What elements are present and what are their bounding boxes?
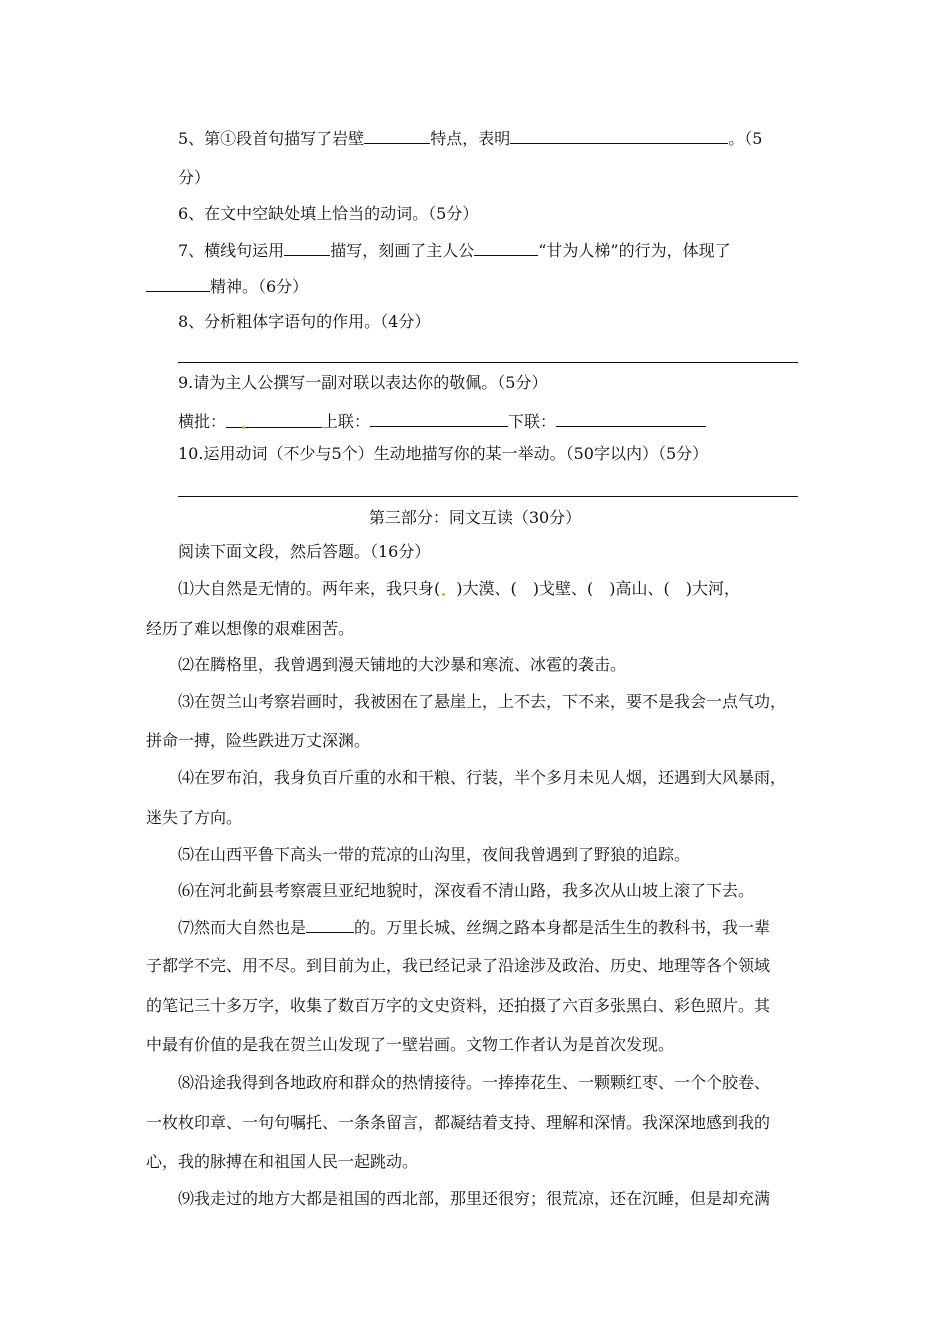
para-7-seg-b: 的。万里长城、丝绸之路本身都是活生生的教科书，我一辈 xyxy=(354,918,771,937)
question-10: 10.运用动词（不少与5个）生动地描写你的某一举动。（50字以内）（5分） xyxy=(178,444,709,463)
para-4-line-2: 迷失了方向。 xyxy=(146,808,243,827)
q10-answer-line[interactable] xyxy=(178,496,798,497)
hengpi-blank[interactable] xyxy=(226,411,322,428)
q7-text-3: “甘为人梯”的行为，体现了 xyxy=(538,241,731,260)
q5-text-3: 。（5 xyxy=(728,129,763,148)
q5-blank-1[interactable] xyxy=(364,127,430,144)
para-7-line-2: 子都学不完、用不尽。到目前为止，我已经记录了沿途涉及政治、历史、地理等各个领域 xyxy=(146,956,771,975)
question-9: 9.请为主人公撰写一副对联以表达你的敬佩。（5分） xyxy=(178,373,548,392)
q5-text-4: 分） xyxy=(178,168,211,187)
shanglian-blank[interactable] xyxy=(370,410,508,427)
para-7-line-3: 的笔记三十多万字，收集了数百万字的文史资料，还拍摄了六百多张黑白、彩色照片。其 xyxy=(146,996,771,1015)
q7-text-2: 描写，刻画了主人公 xyxy=(330,241,475,260)
para-1-blank-1[interactable] xyxy=(440,578,456,600)
para-8-line-3: 心，我的脉搏在和祖国人民一起跳动。 xyxy=(146,1152,419,1171)
para-7-line-1 xyxy=(178,916,770,939)
section-3-title: 第三部分：同文互读（30分） xyxy=(368,508,582,527)
q7-blank-3[interactable] xyxy=(146,275,210,292)
section-3-intro: 阅读下面文段，然后答题。（16分） xyxy=(178,542,431,561)
para-7-line-4: 中最有价值的是我在贺兰山发现了一壁岩画。文物工作者认为是首次发现。 xyxy=(146,1035,675,1054)
para-7-blank[interactable] xyxy=(306,916,354,933)
question-7-line-2 xyxy=(146,275,308,298)
para-6: ⑹在河北蓟县考察震旦亚纪地貌时，深夜看不清山路，我多次从山坡上滚了下去。 xyxy=(178,881,755,900)
para-8-line-2: 一枚枚印章、一句句嘱托、一条条留言，都凝结着支持、理解和深情。我深深地感到我的 xyxy=(146,1113,771,1132)
para-8-line-1: ⑻沿途我得到各地政府和群众的热情接待。一捧捧花生、一颗颗红枣、一个个胶卷、 xyxy=(178,1073,771,1092)
para-1-seg-c: )戈壁、( xyxy=(532,579,594,598)
q7-text-1: 7、横线句运用 xyxy=(178,241,285,260)
para-3-line-2: 拼命一搏，险些跌进万丈深渊。 xyxy=(146,731,371,750)
para-1-line-2: 经历了难以想像的艰难困苦。 xyxy=(146,619,355,638)
para-4-line-1: ⑷在罗布泊，我身负百斤重的水和干粮、行装，半个多月未见人烟，还遇到大风暴雨， xyxy=(178,768,787,787)
xialian-label: 下联： xyxy=(508,412,557,431)
para-7-seg-a: ⑺然而大自然也是 xyxy=(178,918,307,937)
question-7 xyxy=(178,239,731,262)
para-3-line-1: ⑶在贺兰山考察岩画时，我被困在了悬崖上，上不去，下不来，要不是我会一点气功， xyxy=(178,692,787,711)
question-5 xyxy=(178,127,762,150)
q5-text-2: 特点，表明 xyxy=(430,129,511,148)
q5-blank-2[interactable] xyxy=(510,127,728,144)
para-1-seg-d: )高山、( xyxy=(609,579,670,598)
question-8: 8、分析粗体字语句的作用。（4分） xyxy=(178,312,431,331)
para-1-line-1 xyxy=(178,578,740,600)
q5-text-1: 5、第①段首句描写了岩壁 xyxy=(178,129,365,148)
question-6: 6、在文中空缺处填上恰当的动词。（5分） xyxy=(178,204,479,223)
para-2: ⑵在腾格里，我曾遇到漫天铺地的大沙暴和寒流、冰雹的袭击。 xyxy=(178,655,627,674)
hengpi-label: 横批： xyxy=(178,412,227,431)
shanglian-label: 上联： xyxy=(322,412,371,431)
para-1-seg-e: )大河， xyxy=(685,579,740,598)
q8-answer-line[interactable] xyxy=(178,362,798,363)
para-1-seg-a: ⑴大自然是无情的。两年来，我只身( xyxy=(178,579,441,598)
para-1-seg-b: )大漠、( xyxy=(456,579,517,598)
q7-blank-2[interactable] xyxy=(474,239,538,256)
q7-blank-1[interactable] xyxy=(284,239,330,256)
para-9-line-1: ⑼我走过的地方大都是祖国的西北部，那里还很穷；很荒凉，还在沉睡，但是却充满 xyxy=(178,1189,771,1208)
xialian-blank[interactable] xyxy=(556,410,706,427)
para-5: ⑸在山西平鲁下高头一带的荒凉的山沟里，夜间我曾遇到了野狼的追踪。 xyxy=(178,845,691,864)
q7-text-4: 精神。（6分） xyxy=(210,277,309,296)
q9-couplet-row xyxy=(178,410,706,433)
